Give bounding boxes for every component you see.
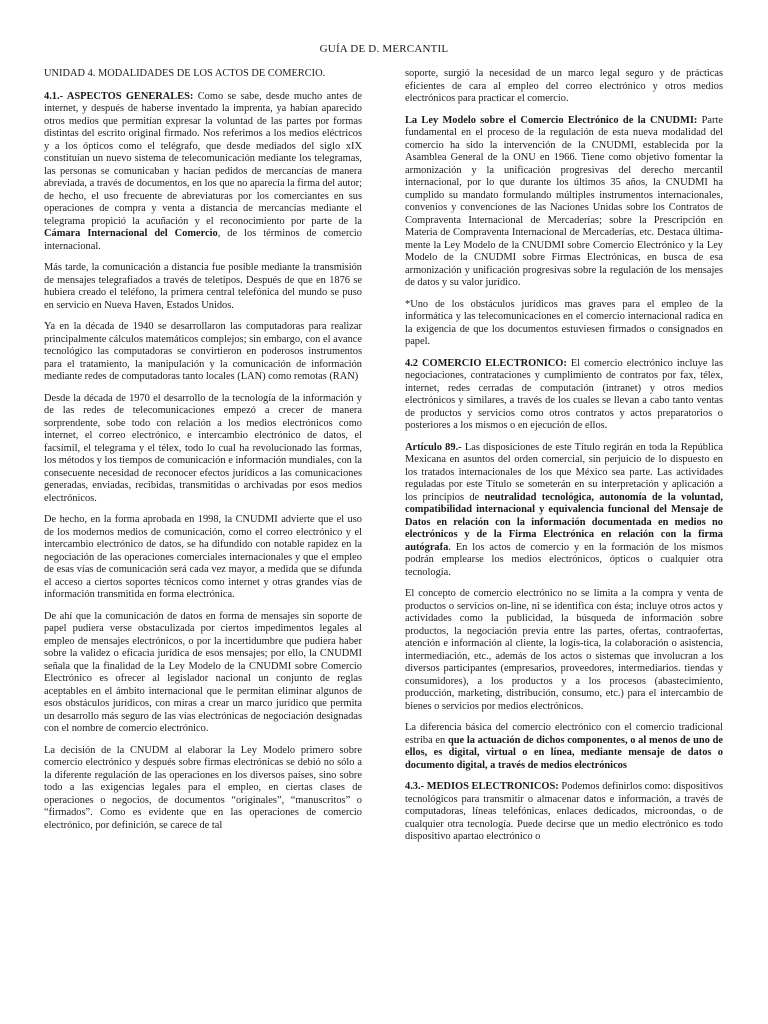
paragraph-concepto: El concepto de comercio electrónico no se limita a la compra y venta de productos o servicios on-line, ni se identifica con ésta; incluye otros actos y actividades como la publicidad, la búsqueda de información sobre productos, la negociación previa entre las partes, ofertas, contraofertas, atención e información al cliente, la logís-tica, la colaboración o asistencia, intermediación, etc., además de los actos o sistemas que involucran a los diversos participantes (empresarios, proveedores, intermediarios. tiendas y consumidores), a los productos y a los procesos (abastecimiento, producción, marketing, distribución, consumo, etc.) para el intercambio de bienes o servicios por medios electrónicos. xyxy=(405,588,723,712)
bold-term: Cámara Internacional del Comercio xyxy=(44,228,218,239)
left-column xyxy=(44,68,362,841)
paragraph-soporte: soporte, surgió la necesidad de un marco legal seguro y de prácticas eficientes de cara al empleo del correo electrónico y otros medios electrónicos para practicar el comercio. xyxy=(405,68,723,104)
paragraph-text: , de los términos de comercio internacional. xyxy=(44,228,362,252)
right-column xyxy=(405,68,723,853)
paragraph-articulo-89 xyxy=(405,442,723,580)
paragraph-cnudmi-1998: De hecho, en la forma aprobada en 1998, la CNUDMI advierte que el uso de los modernos medios de comunicación, como el correo electrónico y el intercambio electrónico de datos, se ha difundido con notable rapidez en la negociación de las operaciones comerciales internacionales y que el empleo de esas vías de comunicación será cada vez mayor, a medida que se difunda el acceso a ciertos soportes técnicos como internet y otras grandes vías de información transmitida en forma electrónica. xyxy=(44,514,362,600)
paragraph-decision-cnudm: La decisión de la CNUDM al elaborar la Ley Modelo primero sobre comercio electrónico y después sobre firmas electrónicas se debió no sólo a la diferente regulación de las operaciones en los diversos países, sino sobre todo a las exigencias legales para el empleo, en ciertas clases de operaciones o negocios, de documentos “originales”, “manuscritos” o “firmados”. Como es evidente que en las operaciones de comercio electrónico, por definición, se carece de tal xyxy=(44,744,362,831)
paragraph-text: Como se sabe, desde mucho antes de internet, y después de haberse inventado la imprenta, ya habían aparecido otros medios que permitían expresar la voluntad de las partes por formas distintas del escrito original firmado. Nos referimos a los medios eléctricos y a los ópticos como el telégrafo, que desde mediados del siglo xIX constituían un nuevo sistema de telecomunicación mediante los telegramas, las personas se comunicaban y hacían pedidos de mercancías de manera abreviada, a través de documentos, en los que no aparecía la firma del autor; de hecho, el uso frecuente de abreviaturas por los comerciantes en sus operaciones de compra y venta a distancia de mercancías mediante el telegrama propició la acuñación y el reconocimiento por parte de la xyxy=(44,90,363,227)
paragraph-obstaculos: *Uno de los obstáculos jurídicos mas graves para el empleo de la informática y las telecomunicaciones en el comercio internacional radica en la exigencia de que los documentos estuviesen firmados o consignados en papel. xyxy=(405,298,723,347)
paragraph-ley-modelo xyxy=(405,115,723,290)
paragraph-text: El comercio electrónico incluye las negociaciones, contrataciones y cumplimiento de contratos por fax, télex, internet, redes cerradas de computación (intranet) y otros medios electrónicos y similares, a través de los cuales se llevan a cabo tanto ventas de productos y servicios como otros contratos y actos preparatorios o posteriores a los mismos o en ejecución de ellos. xyxy=(405,357,723,431)
article-heading: Artículo 89.- xyxy=(405,441,462,453)
paragraph-diferencia xyxy=(405,722,723,772)
paragraph-computadoras: Ya en la década de 1940 se desarrollaron las computadoras para realizar principalmente cálculos matemáticos complejos; sin embargo, con el avance tecnológico las computadoras se convirtieron en poderosos instrumentos para el tratamiento, la manipulación y la comunicación de información mediante redes de computadoras tanto locales (LAN) como remotas (RAN) xyxy=(44,321,362,382)
paragraph-medios-electronicos xyxy=(405,781,723,844)
paragraph-aspectos-generales xyxy=(44,91,362,254)
paragraph-comercio-electronico xyxy=(405,358,723,433)
unit-title: UNIDAD 4. MODALIDADES DE LOS ACTOS DE COMERCIO. xyxy=(44,68,326,79)
paragraph-text: Parte fundamental en el proceso de la regulación de esta nueva modalidad del comercio ha sido la intervención de la CNUDMI, establecida por la Asamblea General de la ONU en 1966. Tiene como objetivo fomentar la armonización y la unificación progresivas del derecho mercantil internacional, por lo que durante los últimos 35 años, la CNUDMI ha cumplido su mandato formulando múltiples instrumentos internacionales, convenios y convenciones de las Naciones Unidas sobre los Contratos de Compraventa Internacional de Mercaderías; sobre la Prescripción en Materia de Compraventa Internacional de Mercaderías, etc. Destaca última-mente la Ley Modelo de la CNUDMI sobre Comercio Electrónico y la Ley Modelo de la CNUDMI sobre Firmas Electrónicas, en busca de esa armonización y unificación progresivas sobre la regulación de los mensajes de datos y su valor jurídico. xyxy=(405,114,724,288)
bold-diferencia: que la actuación de dichos componentes, o al menos de uno de ellos, es digital, virtual o en línea, mediante mensaje de datos o documento digital, a través de medios electrónicos xyxy=(405,734,723,771)
section-heading-4-1: 4.1.- ASPECTOS GENERALES: xyxy=(44,90,194,102)
paragraph-text: . En los actos de comercio y en la formación de los mismos podrán emplearse los medios electrónicos, ópticos o cualquier otra tecnología. xyxy=(405,541,723,578)
paragraph-finalidad-ley-modelo: De ahí que la comunicación de datos en forma de mensajes sin soporte de papel pudiera verse obstaculizada por ciertos impedimentos legales al empleo de mensajes electrónicos, o por la incertidumbre que pudiera haber sobre la validez o eficacia jurídica de esos mensajes; por ello, la CNUDMI señala que la finalidad de la Ley Modelo de la CNUDMI sobre Comercio Electrónico es ofrecer al legislador nacional un conjunto de reglas aceptables en el ámbito internacional que le permitan eliminar algunos de esos obstáculos jurídicos, con miras a crear un marco jurídico que permita un desarrollo más seguro de las vías electrónicas de negociación designadas con el nombre de comercio electrónico. xyxy=(44,610,362,734)
paragraph-text: Podemos definirlos como: dispositivos tecnológicos para transmitir o almacenar datos e información, a través de computadoras, líneas telefónicas, enlaces dedicados, microondas, o de cualquier otra tecnología. Puede decirse que un medio electrónico es todo dispositivo apartao electrónico o xyxy=(405,781,723,842)
paragraph-1970: Desde la década de 1970 el desarrollo de la tecnología de la información y de las redes de telecomunicaciones empezó a crecer de manera sorprendente, sobe todo con relación a los medios electrónicos como internet, el correo electrónico, e intercambio electrónico de datos, el facsímil, el telegrama y el télex, todo lo cual ha revolucionado las formas, los métodos y los tiempos de comunicación e información mundiales, con la consecuente necesidad de reconocer efectos jurídicos a las comunicaciones generadas, enviadas, recibidas, transmitidas o archivadas por esos medios electrónicos. xyxy=(44,392,362,504)
bold-principles: neutralidad tecnológica, autonomía de la voluntad, compatibilidad internacional y equivalencia funcional del Mensaje de Datos en relación con la información documentada en medios no electrónicos y de la Firma Electrónica en relación con la firma autógrafa xyxy=(405,491,723,553)
section-heading-4-3: 4.3.- MEDIOS ELECTRONICOS: xyxy=(405,781,559,792)
paragraph-telefono: Más tarde, la comunicación a distancia fue posible mediante la transmisión de mensajes telegrafiados a través de teletipos. Después de que en 1876 se hubiera creado el teléfono, la primera central telefónica del mundo se puso en servicio en Nueva Haven, Estados Unidos. xyxy=(44,262,362,311)
paragraph-text: Las disposiciones de este Título regirán en toda la República Mexicana en asuntos del orden comercial, sin perjuicio de lo dispuesto en los tratados internacionales de los que México sea parte. Las actividades reguladas por este Título se someterán en su interpretación y aplicación a los principios de xyxy=(405,441,724,503)
page-header: GUÍA DE D. MERCANTIL xyxy=(319,43,449,55)
heading-ley-modelo: La Ley Modelo sobre el Comercio Electrónico de la CNUDMI: xyxy=(405,114,698,126)
paragraph-text: La diferencia básica del comercio electrónico con el comercio tradicional estriba en xyxy=(405,722,723,746)
section-heading-4-2: 4.2 COMERCIO ELECTRONICO: xyxy=(405,357,567,369)
